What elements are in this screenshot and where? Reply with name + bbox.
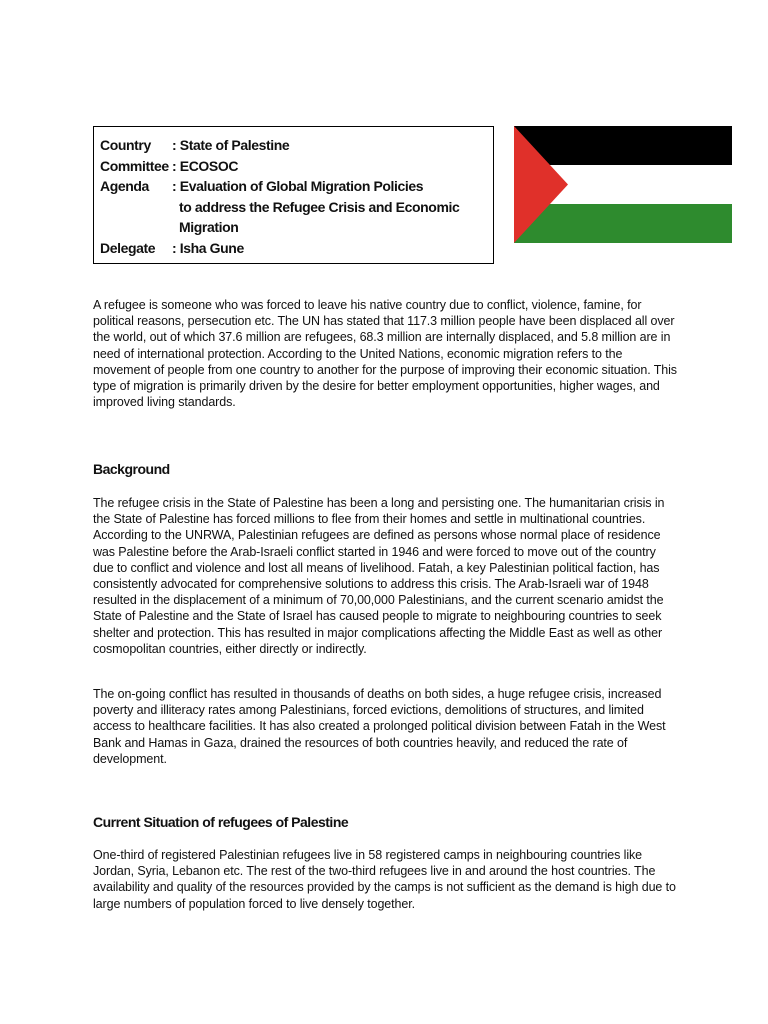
intro-paragraph: A refugee is someone who was forced to leave his native country due to conflict, violence, famine, for political reasons, persecution etc. The UN has stated that 117.3 million people have been displaced all over the world, out of which 37.6 million are refugees, 68.3 million are internally displaced, and 5.8 million are in need of international protection. According to the United Nations, economic migration refers to the movement of people from one country to another for the purpose of improving their economic situation. This type of migration is primarily driven by the desire for better employment opportunities, higher wages, and improved living standards. (93, 298, 677, 410)
info-label: Committee (100, 157, 169, 174)
background-paragraph-1: The refugee crisis in the State of Palestine has been a long and persisting one. The humanitarian crisis in the State of Palestine has forced millions to flee from their homes and settle in multinational countries. According to the UNRWA, Palestinian refugees are defined as persons whose normal place of residence was Palestine before the Arab-Israeli conflict started in 1946 and were forced to move out of the country due to conflict and violence and lost all means of livelihood. Fatah, a key Palestinian political faction, has consistently advocated for comprehensive solutions to address this crisis. The Arab-Israeli war of 1948 resulted in the displacement of a minimum of 70,00,000 Palestinians, and the current scenario amidst the State of Palestine and the State of Israel has caused people to migrate to neighbouring countries to seek shelter and protection. This has resulted in major complications affecting the Middle East as well as other cosmopolitan countries, either directly or indirectly. (93, 496, 665, 656)
info-value: : ECOSOC (172, 157, 239, 174)
current-situation-paragraph: One-third of registered Palestinian refugees live in 58 registered camps in neighbouring countries like Jordan, Syria, Lebanon etc. The rest of the two-third refugees live in and around the host countries. The availability and quality of the resources provided by the camps is not sufficient as the demand is high due to large numbers of population forced to live densely together. (93, 848, 676, 911)
flag-green-stripe (514, 204, 732, 243)
info-value: : Evaluation of Global Migration Policies (172, 178, 424, 194)
info-row-delegate (100, 238, 493, 259)
current-situation-heading: Current Situation of refugees of Palestine (93, 814, 349, 830)
info-label: Country (100, 137, 151, 153)
info-value: : Isha Gune (172, 239, 244, 256)
info-value: : State of Palestine (172, 137, 290, 153)
info-row-country (100, 135, 493, 156)
background-heading: Background (93, 461, 170, 477)
agenda-continuation: Migration (179, 219, 239, 235)
info-row-agenda (100, 176, 493, 197)
info-row-committee (100, 156, 493, 177)
info-label: Delegate (100, 239, 156, 256)
background-paragraph-2: The on-going conflict has resulted in thousands of deaths on both sides, a huge refugee crisis, increased poverty and illiteracy rates among Palestinians, forced evictions, demolitions of structures, and limited access to healthcare facilities. It has also created a prolonged political division between Fatah in the West Bank and Hamas in Gaza, drained the resources of both countries heavily, and reduced the rate of development. (93, 687, 666, 766)
agenda-continuation: to address the Refugee Crisis and Economic (179, 198, 460, 215)
info-label: Agenda (100, 178, 149, 194)
flag-black-stripe (514, 126, 732, 165)
palestine-flag-image (514, 126, 732, 243)
delegate-info-box (93, 126, 494, 264)
